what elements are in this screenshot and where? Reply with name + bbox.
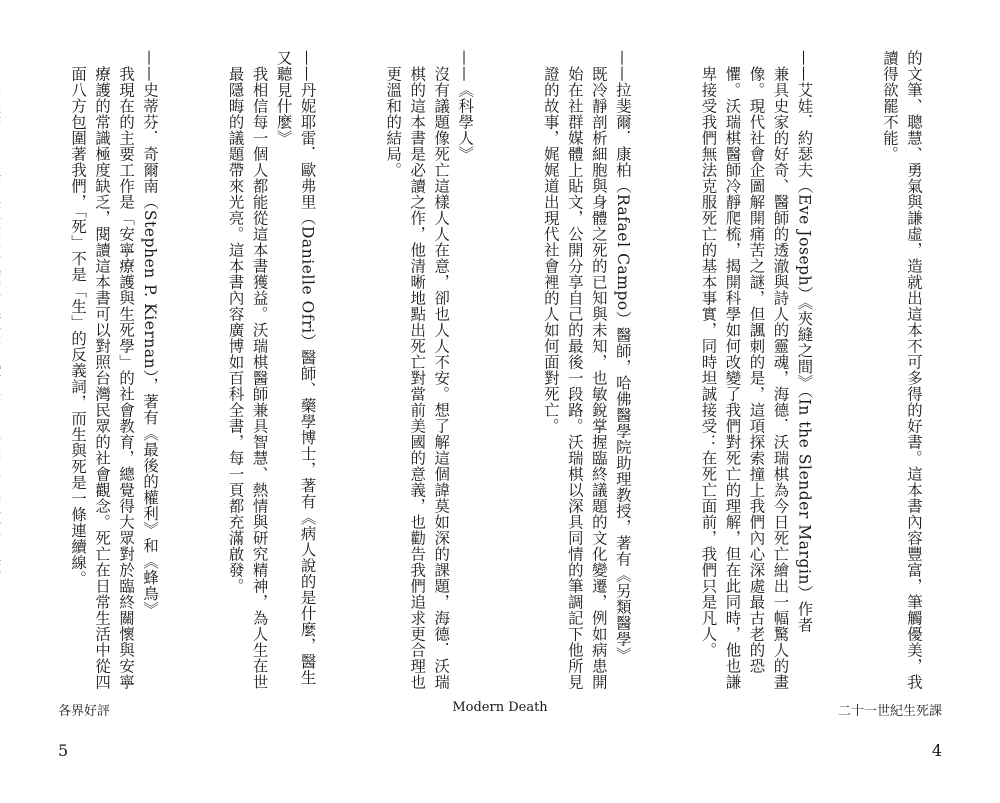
quote-text: 的文筆、聰慧、勇氣與謙虛，造就出這本不可多得的好書。這本書內容豐富，筆觸優美，我讀得欲罷不能。	[881, 50, 923, 690]
vertical-text-body	[69, 50, 926, 690]
quote-text: 我相信每一個人都能從這本書獲益。沃瑞棋醫師兼具智慧、熱情與研究精神，為人生在世最隱晦的議題帶來光亮。這本書內容廣博如百科全書，每一頁都充滿啟發。	[226, 66, 269, 690]
quote-text: 沒有議題像死亡這樣人人在意，卻也人人不安。想了解這個諱莫如深的課題，海德．沃瑞棋的這本書是必讀之作，他清晰地點出死亡對當前美國的意義，也勸告我們追求更合理也更溫和的結局。	[384, 66, 451, 690]
quote-text: 兼具史家的好奇、醫師的透澈與詩人的靈魂，海德．沃瑞棋為今日死亡繪出一幅驚人的畫像。現代社會企圖解開痛苦之謎，但諷刺的是，這項探索撞上我們內心深處最古老的恐懼。沃瑞棋醫師冷靜爬梳，揭開科學如何改變了我們對死亡的理解，但在此同時，他也謙卑接受我們無法克服死亡的基本事實，同時坦誠接受：在死亡面前，我們只是凡人。	[699, 66, 790, 690]
quote-attribution: ——丹妮耶雷．歐弗里（Danielle Ofri）醫師、藥學博士，著有《病人說的是什麼，醫生又聽見什麼》	[274, 50, 317, 686]
left-page-number: 5	[58, 741, 69, 760]
quote-attribution: ——史蒂芬．奇爾南（Stephen P. Kiernan），著有《最後的權利》和《蜂鳥》	[141, 50, 160, 618]
right-page-number: 4	[931, 741, 942, 760]
quote-attribution: ——《科學人》	[456, 50, 475, 162]
quote-attribution	[0, 50, 66, 690]
left-running-footer: 各界好評	[58, 704, 111, 719]
quote-text: 既冷靜剖析細胞與身體之死的已知與未知，也敏銳掌握臨終議題的文化變遷，例如病患開始在社群媒體上貼文，公開分享自己的最後一段路。沃瑞棋以深具同情的筆調記下他所見證的故事，娓娓道出現代社會裡的人如何面對死亡。	[541, 66, 608, 690]
quote-attribution: ——拉斐爾．康柏（Rafael Campo）醫師，哈佛醫學院助理教授，著有《另類醫學》	[613, 50, 632, 663]
book-title-footer: Modern Death	[452, 700, 548, 715]
quote-attribution: ——艾娃．約瑟夫（Eve Joseph）《夾縫之間》（In the Slender Margin）作者	[795, 50, 814, 633]
quote-text: 我現在的主要工作是「安寧療護與生死學」的社會教育，總覺得大眾對於臨終關懷與安寧療護的常識極度缺乏，閱讀這本書可以對照台灣民眾的社會觀念。死亡在日常生活中從四面八方包圍著我們，「死」不是「生」的反義詞，而生與死是一條連續線。	[69, 66, 136, 690]
right-running-footer: 二十一世紀生死課	[837, 704, 942, 719]
